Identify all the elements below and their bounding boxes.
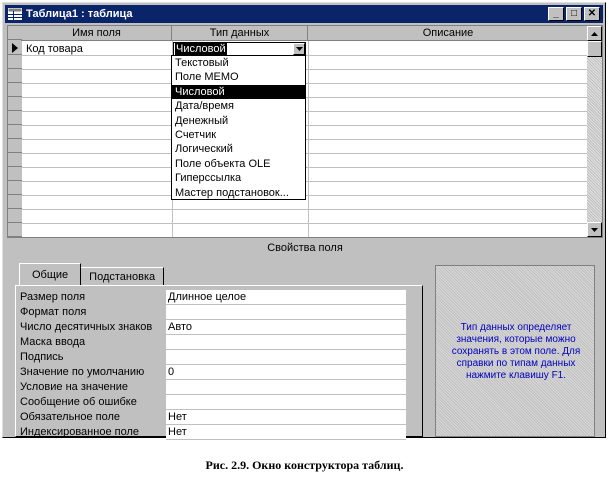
dropdown-option[interactable]: Поле объекта OLE — [175, 157, 271, 170]
row-selector-current[interactable] — [8, 41, 22, 55]
property-row — [20, 365, 416, 380]
minimize-icon: _ — [553, 8, 559, 19]
column-header-data-type[interactable]: Тип данных — [172, 26, 308, 41]
table-icon — [8, 8, 22, 20]
property-row — [20, 290, 416, 305]
property-label: Сообщение об ошибке — [20, 396, 137, 408]
row-selector[interactable] — [8, 97, 22, 111]
dropdown-option[interactable]: Мастер подстановок... — [175, 186, 289, 199]
property-value-field[interactable] — [166, 380, 406, 395]
scroll-thumb[interactable] — [587, 41, 602, 57]
row-selector[interactable] — [8, 83, 22, 97]
dropdown-option[interactable]: Дата/время — [175, 100, 235, 113]
arrow-up-icon — [591, 32, 598, 36]
scroll-up-button[interactable] — [587, 26, 602, 41]
column-header-description[interactable]: Описание — [308, 26, 589, 41]
arrow-down-icon — [591, 228, 598, 232]
vertical-scrollbar[interactable] — [587, 26, 602, 237]
property-label: Число десятичных знаков — [20, 321, 153, 333]
row-selector[interactable] — [8, 181, 22, 195]
property-row — [20, 380, 416, 395]
window-title: Таблица1 : таблица — [26, 8, 133, 20]
row-gridline — [22, 209, 588, 210]
row-gridline — [22, 223, 588, 224]
property-row — [20, 410, 416, 425]
data-type-value: Числовой — [176, 43, 226, 55]
property-value-field[interactable] — [166, 335, 406, 350]
property-label: Значение по умолчанию — [20, 366, 145, 378]
property-label: Маска ввода — [20, 336, 86, 348]
column-divider — [308, 41, 309, 238]
minimize-button[interactable] — [548, 7, 564, 21]
property-row — [20, 335, 416, 350]
dropdown-option[interactable]: Логический — [175, 143, 233, 156]
help-text: Тип данных определяет значения, которые можно сохранять в этом поле. Для справки по типам данных нажмите клавишу F1. — [451, 322, 581, 381]
close-button[interactable] — [584, 7, 600, 21]
property-row — [20, 350, 416, 365]
property-label: Обязательное поле — [20, 411, 121, 423]
property-value-field[interactable]: Нет — [166, 410, 406, 425]
close-icon: ✕ — [587, 8, 597, 19]
corner-cell — [8, 26, 22, 40]
help-panel — [435, 265, 595, 437]
property-label: Формат поля — [20, 306, 87, 318]
row-selector[interactable] — [8, 223, 22, 237]
dropdown-option[interactable]: Гиперссылка — [175, 172, 242, 185]
chevron-down-icon — [296, 47, 303, 51]
field-name-cell[interactable]: Код товара — [26, 43, 83, 55]
figure-caption: Рис. 2.9. Окно конструктора таблиц. — [205, 458, 404, 472]
column-header-field-name[interactable]: Имя поля — [22, 26, 172, 41]
property-row — [20, 305, 416, 320]
property-value-field[interactable] — [166, 395, 406, 410]
data-type-dropdown-list[interactable] — [171, 55, 306, 200]
properties-tabs — [19, 265, 163, 285]
row-selector[interactable] — [8, 209, 22, 223]
property-row — [20, 320, 416, 335]
row-selector[interactable] — [8, 153, 22, 167]
property-label: Размер поля — [20, 291, 86, 303]
tab-general[interactable]: Общие — [19, 263, 81, 285]
property-label: Условие на значение — [20, 381, 129, 393]
field-properties-title: Свойства поля — [267, 242, 343, 254]
tab-lookup[interactable]: Подстановка — [80, 267, 164, 285]
maximize-button[interactable] — [566, 7, 582, 21]
general-properties-panel — [15, 285, 423, 437]
property-row — [20, 425, 416, 440]
dropdown-arrow-button[interactable] — [293, 43, 305, 55]
property-value-field[interactable]: 0 — [166, 365, 406, 380]
dropdown-option[interactable]: Числовой — [172, 85, 305, 99]
maximize-icon: □ — [570, 8, 578, 19]
property-value-field[interactable] — [166, 305, 406, 320]
property-row — [20, 395, 416, 410]
property-value-field[interactable]: Нет — [166, 425, 406, 440]
row-selector[interactable] — [8, 125, 22, 139]
title-bar[interactable] — [5, 5, 603, 23]
dropdown-option[interactable]: Поле MEMO — [175, 71, 239, 84]
row-selector[interactable] — [8, 111, 22, 125]
dropdown-option[interactable]: Текстовый — [175, 57, 229, 69]
row-selector[interactable] — [8, 69, 22, 83]
property-value-field[interactable]: Длинное целое — [166, 290, 406, 305]
property-value-field[interactable]: Авто — [166, 320, 406, 335]
row-selector[interactable] — [8, 55, 22, 69]
row-selector[interactable] — [8, 139, 22, 153]
property-value-field[interactable] — [166, 350, 406, 365]
scroll-down-button[interactable] — [587, 222, 602, 237]
property-label: Подпись — [20, 351, 64, 363]
table-design-window — [2, 2, 606, 438]
dropdown-option[interactable]: Денежный — [175, 114, 229, 127]
row-gridline — [22, 237, 588, 238]
dropdown-option[interactable]: Счетчик — [175, 128, 217, 141]
row-selector[interactable] — [8, 167, 22, 181]
data-type-combobox[interactable] — [173, 42, 306, 56]
property-label: Индексированное поле — [20, 426, 139, 438]
row-selector[interactable] — [8, 195, 22, 209]
